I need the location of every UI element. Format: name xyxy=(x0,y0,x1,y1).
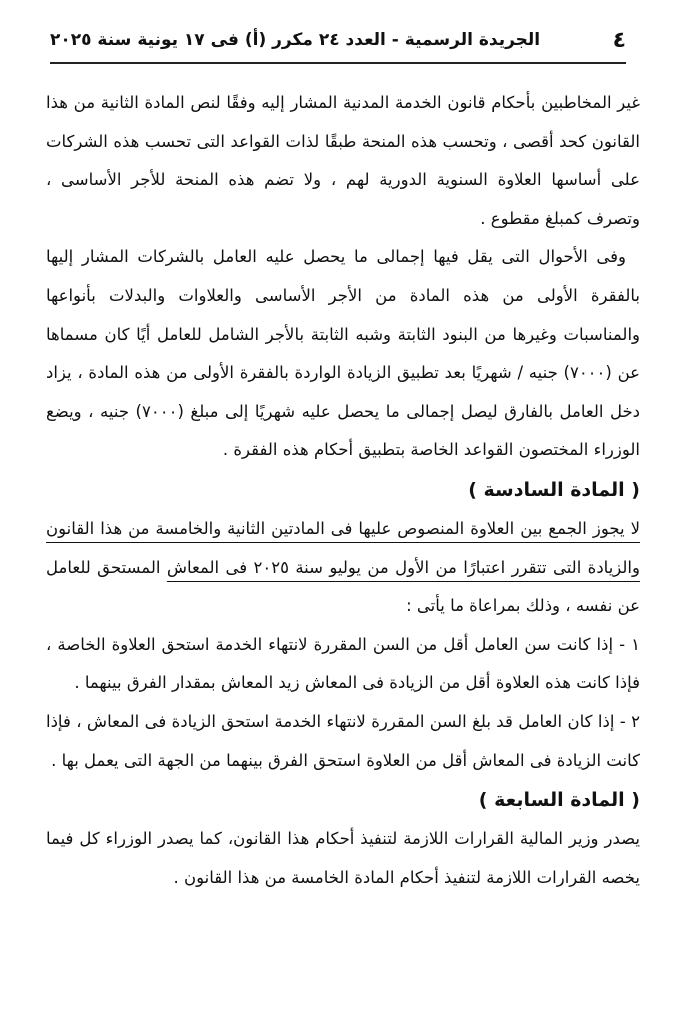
page-body xyxy=(46,84,640,897)
page-header xyxy=(50,18,626,64)
list-item-one: ١ - إذا كانت سن العامل أقل من السن المقررة لانتهاء الخدمة استحق العلاوة الخاصة ، فإذا كانت هذه العلاوة أقل من الزيادة فى المعاش زيد المعاش بمقدار الفرق بينهما . xyxy=(46,634,640,693)
paragraph-article-six-rest: المستحق للعامل عن نفسه ، وذلك بمراعاة ما يأتى : xyxy=(46,557,640,616)
paragraph-continuation: غير المخاطبين بأحكام قانون الخدمة المدنية المشار إليه وفقًا لنص المادة الثانية من هذا القانون كحد أقصى ، وتحسب هذه المنحة طبقًا لذات القواعد التى تحسب هذه الشركات على أساسها العلاوة السنوية الدورية لهم ، ولا تضم هذه المنحة للأجر الأساسى ، وتصرف كمبلغ مقطوع . xyxy=(46,93,640,228)
list-item-two: ٢ - إذا كان العامل قد بلغ السن المقررة لانتهاء الخدمة استحق الزيادة فى المعاش ، فإذا كانت الزيادة فى المعاش أقل من العلاوة استحق الفرق بينهما من الجهة التى يعمل بها . xyxy=(46,711,640,770)
heading-article-seven: ( المادة السابعة ) xyxy=(478,789,640,812)
header-title: الجريدة الرسمية - العدد ٢٤ مكرر (أ) فى ١٧ يونية سنة ٢٠٢٥ xyxy=(50,30,541,50)
paragraph-article-six xyxy=(46,510,640,626)
paragraph-minimum-income: وفى الأحوال التى يقل فيها إجمالى ما يحصل عليه العامل بالشركات المشار إليها بالفقرة الأولى من هذه المادة من الأجر الأساسى والعلاوات والبدلات بأنواعها والمناسبات وغيرها من البنود الثابتة وشبه الثابتة بالأجر الشامل للعامل أيًا كان مسماها عن (٧٠٠٠) جنيه / شهريًا بعد تطبيق الزيادة الواردة بالفقرة الأولى من هذه المادة ، يزاد دخل العامل بالفارق ليصل إجمالى ما يحصل عليه شهريًا إلى مبلغ (٧٠٠٠) جنيه ، ويضع الوزراء المختصون القواعد الخاصة بتطبيق أحكام هذه الفقرة . xyxy=(46,247,640,460)
paragraph-article-seven: يصدر وزير المالية القرارات اللازمة لتنفيذ أحكام هذا القانون، كما يصدر الوزراء كل فيما يخصه القرارات اللازمة لتنفيذ أحكام المادة الخامسة من هذا القانون . xyxy=(46,829,640,887)
page-number: ٤ xyxy=(612,27,626,53)
underlined-text: لا يجوز الجمع بين العلاوة المنصوص عليها فى المادتين الثانية والخامسة من هذا القانون والزيادة التى تتقرر اعتبارًا من الأول من يوليو سنة ٢٠٢٥ فى المعاش xyxy=(46,518,640,577)
heading-article-six: ( المادة السادسة ) xyxy=(468,478,640,501)
